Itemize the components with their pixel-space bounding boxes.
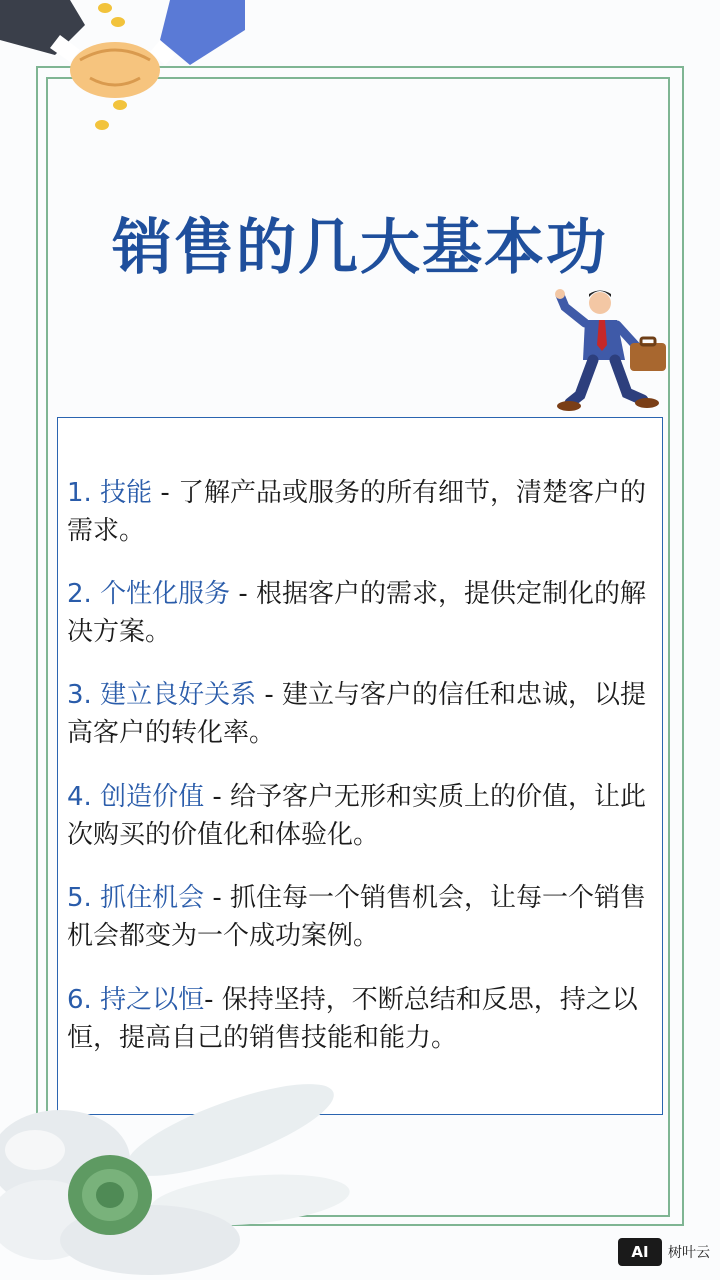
flower-decoration bbox=[0, 1010, 360, 1280]
list-item bbox=[67, 676, 657, 752]
item-text: - 建立与客户的信任和忠诚，以提高客户的转化率。 bbox=[67, 680, 646, 748]
page-title: 销售的几大基本功 bbox=[112, 213, 608, 283]
item-text: - 抓住每一个销售机会，让每一个销售机会都变为一个成功案例。 bbox=[67, 883, 646, 951]
watermark-text: 树叶云 bbox=[668, 1245, 710, 1261]
list-item bbox=[67, 575, 657, 651]
handshake-illustration bbox=[0, 0, 250, 145]
list-item bbox=[67, 879, 657, 955]
item-text: - 了解产品或服务的所有细节，清楚客户的需求。 bbox=[67, 478, 646, 546]
item-heading: 6. 持之以恒 bbox=[67, 985, 205, 1015]
item-text: - 给予客户无形和实质上的价值，让此次购买的价值化和体验化。 bbox=[67, 782, 646, 850]
list-item bbox=[67, 474, 657, 550]
item-heading: 3. 建立良好关系 bbox=[67, 680, 257, 710]
item-heading: 5. 抓住机会 bbox=[67, 883, 205, 913]
list-item bbox=[67, 778, 657, 854]
watermark-logo: AI bbox=[618, 1238, 662, 1266]
item-text: - 保持坚持，不断总结和反思，持之以恒，提高自己的销售技能和能力。 bbox=[67, 985, 638, 1053]
watermark bbox=[618, 1236, 718, 1268]
walking-businessman-illustration bbox=[555, 285, 680, 420]
item-text: - 根据客户的需求，提供定制化的解决方案。 bbox=[67, 579, 646, 647]
item-heading: 1. 技能 bbox=[67, 478, 153, 508]
item-heading: 4. 创造价值 bbox=[67, 782, 205, 812]
item-heading: 2. 个性化服务 bbox=[67, 579, 231, 609]
